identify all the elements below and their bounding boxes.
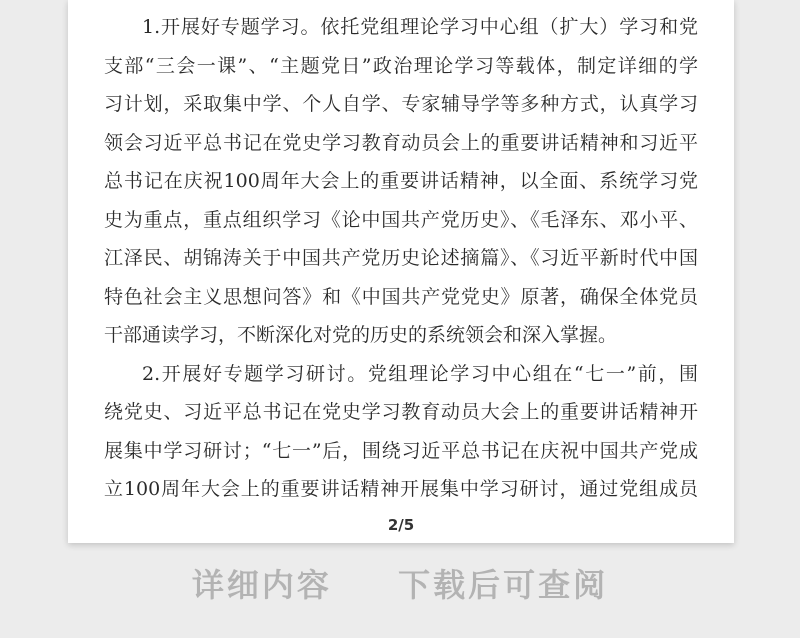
paragraph-1-line: 史为重点，重点组织学习《论中国共产党历史》、《毛泽东、邓小平、 — [104, 208, 698, 231]
paragraph-1-line: 1.开展好专题学习。依托党组理论学习中心组（扩大）学习和党 — [142, 16, 698, 38]
footer-left-label: 详细内容 — [191, 566, 332, 604]
document-page — [68, 0, 734, 543]
footer-banner — [0, 560, 800, 606]
page-number: 2/5 — [387, 516, 415, 534]
paragraph-1-line: 支部“三会一课”、“主题党日”政治理论学习等载体，制定详细的学 — [104, 54, 698, 77]
paragraph-1-line: 特色社会主义思想问答》和《中国共产党党史》原著，确保全体党员 — [104, 285, 698, 308]
paragraph-1-line: 领会习近平总书记在党史学习教育动员会上的重要讲话精神和习近平 — [104, 131, 698, 154]
document-body — [104, 8, 698, 509]
paragraph-1-line: 干部通读学习，不断深化对党的历史的系统领会和深入掌握。 — [104, 324, 618, 346]
paragraph-2-line: 展集中学习研讨；“七一”后，围绕习近平总书记在庆祝中国共产党成 — [104, 439, 698, 462]
paragraph-1-line: 江泽民、胡锦涛关于中国共产党历史论述摘篇》、《习近平新时代中国 — [104, 247, 698, 269]
paragraph-2-line: 2.开展好专题学习研讨。党组理论学习中心组在“七一”前，围 — [142, 362, 698, 385]
paragraph-1-line: 总书记在庆祝100周年大会上的重要讲话精神，以全面、系统学习党 — [104, 170, 698, 192]
paragraph-2-line: 绕党史、习近平总书记在党史学习教育动员大会上的重要讲话精神开 — [104, 401, 698, 423]
paragraph-2-line: 立100周年大会上的重要讲话精神开展集中学习研讨，通过党组成员 — [104, 478, 698, 500]
paragraph-1-line: 习计划，采取集中学、个人自学、专家辅导学等多种方式，认真学习 — [104, 93, 698, 115]
footer-right-label: 下载后可查阅 — [398, 566, 609, 604]
